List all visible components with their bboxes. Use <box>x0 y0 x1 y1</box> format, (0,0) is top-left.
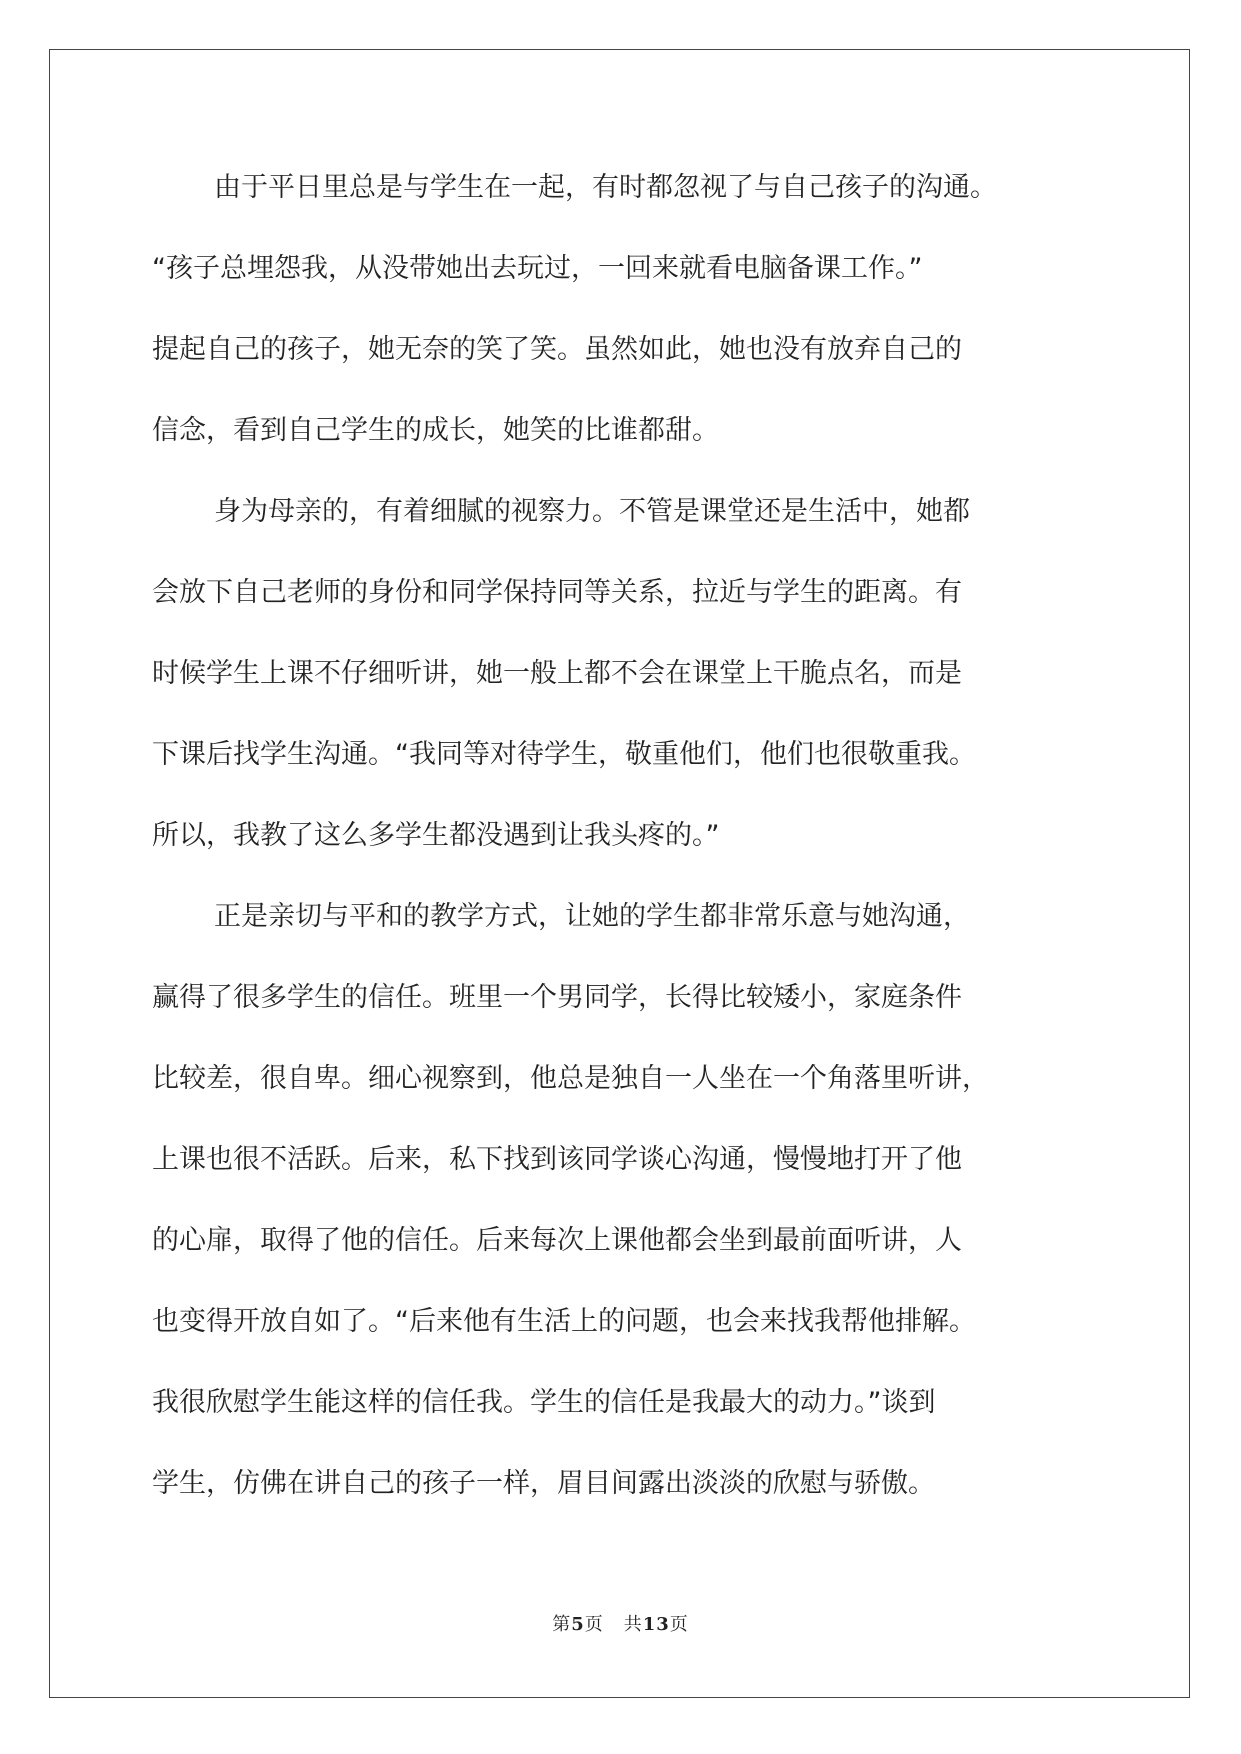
paragraph-line: 赢得了很多学生的信任。班里一个男同学，长得比较矮小，家庭条件 <box>152 982 962 1013</box>
paragraph-line: 信念，看到自己学生的成长，她笑的比谁都甜。 <box>152 415 719 446</box>
page-suffix: 页 <box>584 1614 604 1635</box>
paragraph-1 <box>152 160 1092 484</box>
paragraph-line: 由于平日里总是与学生在一起，有时都忽视了与自己孩子的沟通。 <box>214 172 997 203</box>
paragraph-line: 比较差，很自卑。细心视察到，他总是独自一人坐在一个角落里听讲， <box>152 1063 989 1094</box>
total-prefix: 共 <box>623 1614 643 1635</box>
paragraph-line: 上课也很不活跃。后来，私下找到该同学谈心沟通，慢慢地打开了他 <box>152 1144 962 1175</box>
paragraph-line: 下课后找学生沟通。“我同等对待学生，敬重他们，他们也很敬重我。 <box>152 739 976 770</box>
paragraph-line: “孩子总埋怨我，从没带她出去玩过，一回来就看电脑备课工作。” <box>152 253 923 284</box>
paragraph-line: 提起自己的孩子，她无奈的笑了笑。虽然如此，她也没有放弃自己的 <box>152 334 962 365</box>
paragraph-line: 的心扉，取得了他的信任。后来每次上课他都会坐到最前面听讲，人 <box>152 1225 962 1256</box>
page-footer <box>0 1610 1241 1636</box>
paragraph-2 <box>152 484 1092 889</box>
paragraph-line: 正是亲切与平和的教学方式，让她的学生都非常乐意与她沟通， <box>214 901 970 932</box>
paragraph-line: 身为母亲的，有着细腻的视察力。不管是课堂还是生活中，她都 <box>214 496 970 527</box>
paragraph-line: 我很欣慰学生能这样的信任我。学生的信任是我最大的动力。”谈到 <box>152 1387 936 1418</box>
paragraph-line: 学生，仿佛在讲自己的孩子一样，眉目间露出淡淡的欣慰与骄傲。 <box>152 1468 935 1499</box>
paragraph-line: 时候学生上课不仔细听讲，她一般上都不会在课堂上干脆点名，而是 <box>152 658 962 689</box>
page-prefix: 第 <box>552 1614 572 1635</box>
total-suffix: 页 <box>669 1614 689 1635</box>
total-pages: 13 <box>642 1614 670 1635</box>
paragraph-3 <box>152 889 1092 1537</box>
paragraph-line: 会放下自己老师的身份和同学保持同等关系，拉近与学生的距离。有 <box>152 577 962 608</box>
document-body <box>152 160 1092 1537</box>
page-number: 5 <box>571 1614 585 1635</box>
paragraph-line: 也变得开放自如了。“后来他有生活上的问题，也会来找我帮他排解。 <box>152 1306 976 1337</box>
paragraph-line: 所以，我教了这么多学生都没遇到让我头疼的。” <box>152 820 720 851</box>
